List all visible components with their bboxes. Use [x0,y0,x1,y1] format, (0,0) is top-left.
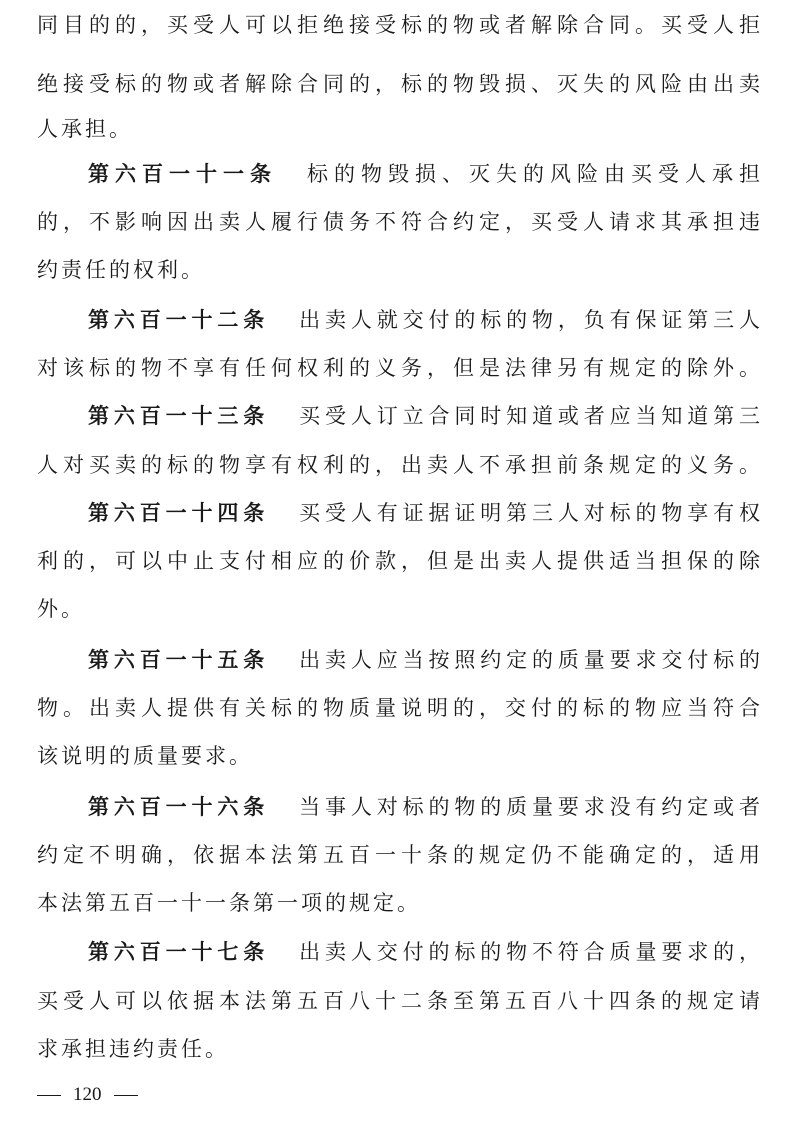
article-title: 第六百一十一条 [88,162,277,186]
article-615-first-line [37,645,760,675]
paragraph-line: 人承担。 [37,117,133,141]
page-number: 120 [73,1084,102,1105]
paragraph-line: 的，不影响因出卖人履行债务不符合约定，买受人请求其承担违 [37,210,760,234]
paragraph-line: 同目的的，买受人可以拒绝接受标的物或者解除合同。买受人拒 [37,13,760,37]
article-title: 第六百一十四条 [88,501,270,525]
article-614-first-line [37,498,760,528]
article-617-first-line [37,937,760,967]
paragraph-text: 出卖人交付的标的物不符合质量要求的， [299,940,760,964]
paragraph-line: 外。 [37,597,85,621]
paragraph-line: 约定不明确，依据本法第五百一十条的规定仍不能确定的，适用 [37,843,760,867]
paragraph-text: 当事人对标的物的质量要求没有约定或者 [299,795,760,819]
paragraph-line: 利的，可以中止支付相应的价款，但是出卖人提供适当担保的除 [37,549,760,573]
paragraph-text: 出卖人就交付的标的物，负有保证第三人 [299,308,760,332]
paragraph-line: 该说明的质量要求。 [37,744,253,768]
paragraph-line: 买受人可以依据本法第五百八十二条至第五百八十四条的规定请 [37,989,760,1013]
paragraph-text: 买受人有证据证明第三人对标的物享有权 [299,501,760,525]
article-title: 第六百一十三条 [88,404,270,428]
article-616-first-line [37,792,760,822]
article-title: 第六百一十二条 [88,308,270,332]
paragraph-text: 标的物毁损、灭失的风险由买受人承担 [307,162,760,186]
paragraph-line: 人对买卖的标的物享有权利的，出卖人不承担前条规定的义务。 [37,453,760,477]
paragraph-line: 约责任的权利。 [37,258,205,282]
article-613-first-line [37,401,760,431]
footer-dash-left [37,1095,61,1096]
paragraph-line: 对该标的物不享有任何权利的义务，但是法律另有规定的除外。 [37,356,760,380]
article-611-first-line [37,159,760,189]
article-title: 第六百一十七条 [88,940,270,964]
article-title: 第六百一十六条 [88,795,270,819]
paragraph-text: 买受人订立合同时知道或者应当知道第三 [299,404,760,428]
page-footer [37,1081,150,1109]
article-title: 第六百一十五条 [88,648,270,672]
paragraph-line: 绝接受标的物或者解除合同的，标的物毁损、灭失的风险由出卖 [37,72,760,96]
paragraph-line: 求承担违约责任。 [37,1037,229,1061]
footer-dash-right [114,1095,138,1096]
paragraph-line: 本法第五百一十一条第一项的规定。 [37,891,421,915]
paragraph-line: 物。出卖人提供有关标的物质量说明的，交付的标的物应当符合 [37,696,760,720]
article-612-first-line [37,305,760,335]
paragraph-text: 出卖人应当按照约定的质量要求交付标的 [299,648,760,672]
